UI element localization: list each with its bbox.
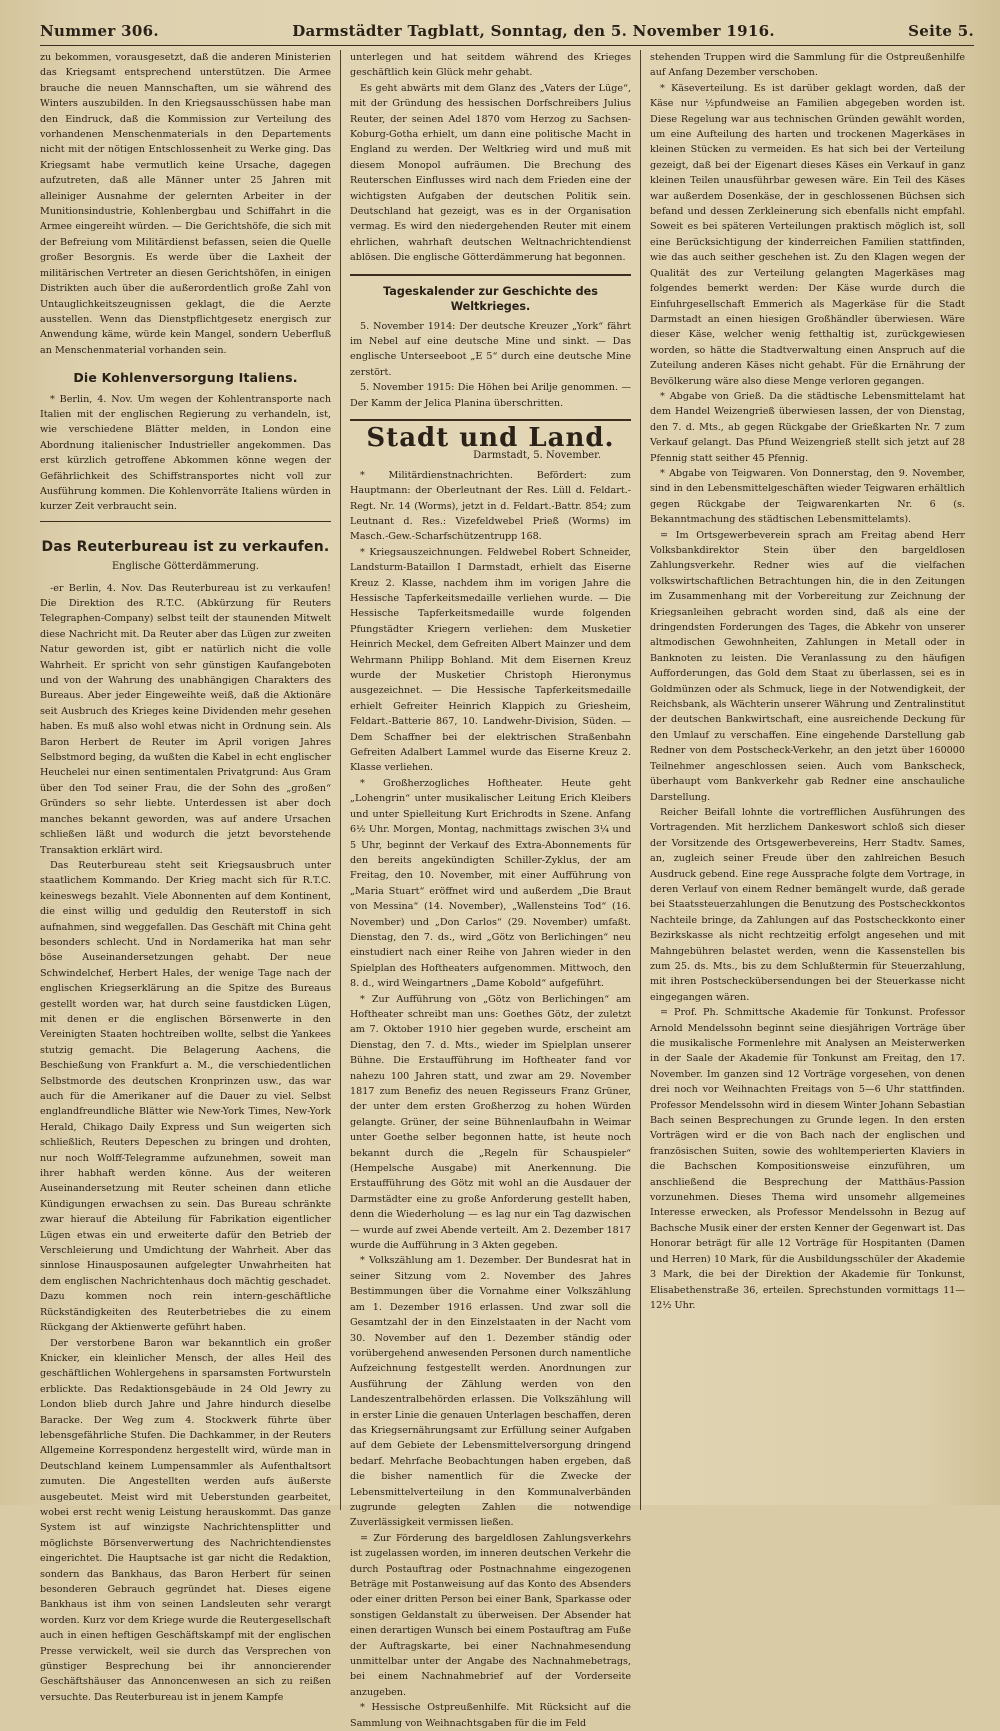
article-text: Reicher Beifall lohnte die vortrefflichen Ausführungen des Vortragenden. Mit herzlichem Dankeswort schloß sich dieser der Vorsitzende des Ortsgewerbevereins, Herr Stadtv. Sames, an, zugleich seiner Freude über den zahlreichen Besuch Ausdruck gebend. Eine rege Aussprache folgte dem Vortrage, in deren Verlauf von einem Redner bemängelt wurde, daß gerade bei Staatssteuerzahlungen die Benutzung des Postscheckkontos Nachteile bringe, da Zahlungen auf das Postscheckkonto einer Bezirkskasse als nicht rechtzeitig erfolgt angesehen und mit Mahngebühren belastet werden, wenn die Kassenstellen bis zum 25. ds. Mts., bis zu dem Schlußtermin für Steuerzahlung, mit ihren Postscheckübersendungen bei der Steuerkasse nicht eingegangen wären. [650, 806, 965, 1003]
columns [40, 50, 974, 1729]
calendar-headline: Tageskalender zur Geschichte des Weltkrieges. [383, 284, 598, 314]
divider [350, 274, 631, 276]
article-text: Der verstorbene Baron war bekanntlich ein großer Knicker, ein kleinlicher Mensch, der alles Heil des geschäftlichen Wohlergehens in sparsamsten Fortwursteln erblickte. Das Redaktionsgebäude in 24 Old Jewry zu London blieb durch Jahre und Jahre hindurch dieselbe Baracke. Der Weg zum 4. Stockwerk führte über lebensgefährliche Stufen. Die Dachkammer, in der Reuters Allgemeine Korrespondenz hergestellt wird, würde man in Deutschland keinem Lumpensammler als Aufenthaltsort zumuten. Die Angestellten werden aufs äußerste ausgebeutet. Meist wird mit Ueberstunden gearbeitet, wobei erst recht wenig Leistung herauskommt. Das ganze System ist auf winzigste Nachrichtensplitter und möglichste Börsenverwertung des Nachrichtendienstes eingerichtet. Die Hauptsache ist gar nicht die Redaktion, sondern das Bankhaus, das Baron Herbert für seinen besonderen Gebrauch gegründet hat. Dieses eigene Bankhaus ist ihm von seinen Landsleuten sehr verargt worden. Kurz vor dem Kriege wurde die Reutergesellschaft auch in einen heftigen Geschäftskampf mit der englischen Presse verwickelt, weil sie durch das Versprechen von günstiger Besprechung bei ihr annoncierender Geschäftshäuser das Annoncenwesen an sich zu reißen versuchte. Das Reuterbureau ist in jenem Kampfe [40, 1337, 331, 1703]
article-text: * Militärdienstnachrichten. Befördert: zum Hauptmann: der Oberleutnant der Res. Lüll d. Feldart.-Regt. Nr. 14 (Worms), jetzt in d. Feldart.-Battr. 854; zum Leutnant d. Res.: Vizefeldwebel Prieß (Worms) im Masch.-Gew.-Scharfschützentrupp 168. [350, 469, 631, 543]
issue-number: Nummer 306. [40, 22, 159, 40]
calendar-entry: 5. November 1915: Die Höhen bei Arilje genommen. — Der Kamm der Jelica Planina überschritten. [350, 382, 631, 409]
article-text: -er Berlin, 4. Nov. Das Reuterbureau ist zu verkaufen! Die Direktion des R.T.C. (Abkürzung für Reuters Telegraphen-Company) selbst teilt der staunenden Mitwelt diese Nachricht mit. Da Reuter aber das Lügen zur zweiten Natur geworden ist, gibt er natürlich nicht die volle Wahrheit. Er spricht von sehr günstigen Kaufangeboten und von der Wahrung des unabhängigen Charakters des Bureaus. Aber jeder Eingeweihte weiß, daß die Aktionäre seit Ausbruch des Krieges keine Dividenden mehr gesehen haben. Es muß also wohl etwas nicht in Ordnung sein. Als Baron Herbert de Reuter im April vorigen Jahres Selbstmord beging, da wußten die Kabel in echt englischer Heuchelei nur einen sentimentalen Privatgrund: Aus Gram über den Tod seiner Frau, die der Sohn des „großen“ Gründers so sehr liebte. Unterdessen ist aber doch manches bekannt geworden, was auf andere Ursachen schließen läßt und wodurch die jetzt bevorstehende Transaktion erklärt wird. [40, 582, 331, 856]
article-text: = Im Ortsgewerbeverein sprach am Freitag abend Herr Volksbankdirektor Stein über den bargeldlosen Zahlungsverkehr. Redner wies auf die vielfachen volkswirtschaftlichen Betrachtungen hin, die in den Zeitungen im Zusammenhang mit der Vorbereitung zur Zeichnung der Kriegsanleihen gebracht worden sind, daß als eine der dringendsten Forderungen des Tages, die Abkehr von unserer altmodischen Gewohnheiten, Zahlungen in Metall oder in Banknoten zu leisten. Die Veranlassung zu den häufigen Aufforderungen, das Gold dem Staat zu überlassen, sei es in Goldmünzen oder als Schmuck, liege in der Notwendigkeit, der Reichsbank, als Wächterin unserer Währung und Zentralinstitut der deutschen Bankwirtschaft, eine ausreichende Deckung für den Umlauf zu verschaffen. Eine eingehende Darstellung gab Redner von dem Postscheck-Verkehr, an den jetzt über 160000 Teilnehmer angeschlossen seien. Auch vom Bankscheck, überhaupt vom Bankverkehr gab Redner eine anschauliche Darstellung. [650, 529, 965, 803]
section-headline-stadt-und-land: Stadt und Land. [366, 422, 615, 453]
calendar-entry: 5. November 1914: Der deutsche Kreuzer „York“ fährt im Nebel auf eine deutsche Mine und sinkt. — Das englische Unterseeboot „E 5“ durch eine deutsche Mine zerstört. [350, 320, 631, 378]
divider [350, 419, 631, 421]
article-text: * Zur Aufführung von „Götz von Berlichingen“ am Hoftheater schreibt man uns: Goethes Götz, der zuletzt am 7. Oktober 1910 hier gegeben wurde, erscheint am Dienstag, den 7. d. Mts., wieder im Spielplan unserer Bühne. Die Erstaufführung im Hoftheater fand vor nahezu 100 Jahren statt, und zwar am 29. November 1817 zum Benefiz des neuen Regisseurs Franz Grüner, der unter dem ersten Großherzog zu hohen Würden gelangte. Grüner, der seine Bühnenlaufbahn in Weimar unter Goethe selber begonnen hatte, ist heute noch bekannt durch die „Regeln für Schauspieler“ (Hempelsche Ausgabe) mit Anerkennung. Die Erstaufführung des Götz mit wohl an die Ausdauer der Darmstädter eine zu große Anforderung gestellt haben, denn die Wiederholung — es lag nur ein Tag dazwischen — wurde auf zwei Abende verteilt. Am 2. Dezember 1817 wurde die Aufführung in 3 Akten gegeben. [350, 993, 631, 1252]
page-number: Seite 5. [908, 22, 974, 40]
article-text: * Großherzogliches Hoftheater. Heute geht „Lohengrin“ unter musikalischer Leitung Erich Kleibers und unter Spielleitung Kurt Erichrodts in Szene. Anfang 6½ Uhr. Morgen, Montag, nachmittags zwischen 3¼ und 5 Uhr, beginnt der Verkauf des Extra-Abonnements für den bereits angekündigten Schiller-Zyklus, der am Freitag, den 10. November, mit einer Aufführung von „Maria Stuart“ eröffnet wird und außerdem „Die Braut von Messina“ (14. November), „Wallensteins Tod“ (16. November) und „Don Carlos“ (29. November) umfaßt. Dienstag, den 7. ds., wird „Götz von Berlichingen“ neu einstudiert nach einer Reihe von Jahren wieder in den Spielplan des Hoftheaters aufgenommen. Mittwoch, den 8. d., wird Weingartners „Dame Kobold“ aufgeführt. [350, 777, 631, 990]
column-1 [40, 50, 340, 1703]
article-text: * Käseverteilung. Es ist darüber geklagt worden, daß der Käse nur ½pfundweise an Familien abgegeben worden ist. Diese Regelung war aus technischen Gründen gewählt worden, um eine Aufteilung des harten und trockenen Magerkäses in kleinen Stücken zu vermeiden. Es hat sich bei der Verteilung gezeigt, daß bei der Eigenart dieses Käses ein Verkauf in ganz kleinen Teilen unausführbar gewesen wäre. Ein Teil des Käses war außerdem Dosenkäse, der in geschlossenen Büchsen sich befand und dessen Zerkleinerung sich ebenfalls nicht empfahl. Soweit es bei späteren Verteilungen praktisch möglich ist, soll eine Berücksichtigung der kinderreichen Familien stattfinden, wie das auch seither geschehen ist. Zu den Klagen wegen der Qualität des zur Verteilung gelangten Magerkäses mag folgendes bemerkt werden: Der Käse wurde durch die Einfuhrgesellschaft Emmerich als Magerkäse für die Stadt Darmstadt an einen hiesigen Großhändler überwiesen. Wäre dieser Käse, welcher wenig fetthaltig ist, zurückgewiesen worden, so hätte die Stadtverwaltung einen Anspruch auf die Zuteilung anderen Käses nicht gehabt. Für die Ernährung der Bevölkerung wäre also diese Menge verloren gegangen. [650, 82, 965, 387]
article-text: zu bekommen, vorausgesetzt, daß die anderen Ministerien das Kriegsamt entsprechend unterstützen. Die Armee brauche die neuen Mannschaften, um sie während des Winters auszubilden. In den Kriegsausschüssen habe man den Eindruck, daß die Kommission zur Verteilung des vorhandenen Menschenmaterials in den Departements nicht mit der nötigen Entschlossenheit zu Werke ging. Das Kriegsamt habe vermutlich keine Ursache, dagegen aufzutreten, daß alle Männer unter 25 Jahren mit alleiniger Ausnahme der gelernten Arbeiter in der Munitionsindustrie, Kohlenbergbau und Schiffahrt in die Armee eingereiht würden. — Die Gerichtshöfe, die sich mit der Befreiung vom Militärdienst befassen, seien die Quelle großer Besorgnis. Es werde über die Laxheit der militärischen Vertreter an diesen Gerichtshöfen, in einigen Distrikten auch über die außerordentlich große Zahl von Untauglichkeitszeugnissen geklagt, die die Aerzte ausstellen. Wenn das Dienstpflichtgesetz energisch zur Anwendung käme, würde kein Mangel, sondern Ueberfluß an Menschenmaterial vorhanden sein. [40, 52, 331, 356]
article-text: Das Reuterbureau steht seit Kriegsausbruch unter staatlichem Kommando. Der Krieg macht sich für R.T.C. keineswegs bezahlt. Viele Abonnenten auf dem Kontinent, die einst willig und geduldig den Reuterstoff in sich aufnahmen, sind weggefallen. Das Geschäft mit China geht besonders schlecht. Und in Nordamerika hat man sehr böse Auseinandersetzungen gehabt. Der neue Schwindelchef, Herbert Hales, der wenige Tage nach der englischen Kriegserklärung an die Spitze des Bureaus gestellt worden war, hat durch seine faustdicken Lügen, mit denen er die englischen Börsenwerte in den Vereinigten Staaten hochtreiben wollte, selbst die Yankees stutzig gemacht. Die Belagerung Aachens, die Beschießung von Frankfurt a. M., die verschiedentlichen Selbstmorde des deutschen Kronprinzen usw., das war auch für die Amerikaner auf die Dauer zu viel. Selbst englandfreundliche Blätter wie New-York Times, New-York Herald, Chikago Daily Express und Sun weigerten sich schließlich, Reuters Depeschen zu bringen und drohten, nur noch Wolff-Telegramme aufzunehmen, soweit man ihrer habhaft werden könne. Aus der weiteren Auseinandersetzung mit Reuter scheinen dann etliche Kündigungen erwachsen zu sein. Das Bureau schränkte zwar hierauf die Abteilung für Fabrikation eigentlicher Lügen etwas ein und erweiterte dafür den Betrieb der Verschleierung und Umdichtung der Wahrheit. Aber das sinnlose Hinausposaunen aufgelegter Unwahrheiten hat dem englischen Nachrichtenhaus doch mächtig geschadet. Dazu kommen noch rein intern-geschäftliche Rückständigkeiten des Reuterbetriebes die zu einem Rückgang der Aktienwerte geführt haben. [40, 859, 331, 1334]
article-text: * Abgabe von Teigwaren. Von Donnerstag, den 9. November, sind in den Lebensmittelgeschäften wieder Teigwaren erhältlich gegen Rückgabe der Teigwarenkarten Nr. 6 (s. Bekanntmachung des städtischen Lebensmittelamts). [650, 467, 965, 526]
article-text: = Zur Förderung des bargeldlosen Zahlungsverkehrs ist zugelassen worden, im inneren deutschen Verkehr die durch Postauftrag oder Postnachnahme eingezogenen Beträge mit Postanweisung auf das Konto des Absenders oder einer dritten Person bei einer Bank, Sparkasse oder sonstigen Geldanstalt zu überweisen. Der Absender hat einen derartigen Wunsch bei einem Postauftrag am Fuße der Auftragskarte, bei einer Nachnahmesendung unmittelbar unter der Angabe des Nachnahmebetrags, bei einem Nachnahmebrief auf der Vorderseite anzugeben. [350, 1532, 631, 1698]
article-text: * Volkszählung am 1. Dezember. Der Bundesrat hat in seiner Sitzung vom 2. November des Jahres Bestimmungen über die Vornahme einer Volkszählung am 1. Dezember 1916 erlassen. Und zwar soll die Gesamtzahl der in den Einzelstaaten in der Nacht vom 30. November auf den 1. Dezember ständig oder vorübergehend anwesenden Personen durch namentliche Aufzeichnung festgestellt werden. Anordnungen zur Ausführung der Zählung werden von den Landeszentralbehörden erlassen. Die Volkszählung will in erster Linie die genauen Unterlagen beschaffen, deren das Kriegsernährungsamt zur Erfüllung seiner Aufgaben auf dem Gebiete der Lebensmittelversorgung dringend bedarf. Mehrfache Beobachtungen haben ergeben, daß die bisher namentlich für die Zwecke der Lebensmittelverteilung in den Kommunalverbänden zugrunde gelegten Zahlen die notwendige Zuverlässigkeit vermissen ließen. [350, 1255, 631, 1529]
article-text: stehenden Truppen wird die Sammlung für die Ostpreußenhilfe auf Anfang Dezember verschoben. [650, 52, 965, 79]
article-text: = Prof. Ph. Schmittsche Akademie für Tonkunst. Professor Arnold Mendelssohn beginnt seine diesjährigen Vorträge über die musikalische Formenlehre mit Analysen an Meisterwerken in der Saale der Akademie für Tonkunst am Freitag, den 17. November. Im ganzen sind 12 Vorträge vorgesehen, von denen drei noch vor Weihnachten Freitags von 5—6 Uhr stattfinden. Professor Mendelssohn wird in diesem Winter Johann Sebastian Bach seinen Besprechungen zu Grunde legen. In den ersten Vorträgen wird er die von Bach nach der englischen und französischen Suiten, sowie des wohltemperierten Klaviers in die Bachschen Kompositionsweise einzuführen, um anschließend die Besprechung der Matthäus-Passion vorzunehmen. Dieses Thema wird unsomehr allgemeines Interesse erwecken, als Professor Mendelssohn in Bezug auf Bachsche Musik einer der ersten Kenner der Gegenwart ist. Das Honorar beträgt für alle 12 Vorträge für Hospitanten (Damen und Herren) 10 Mark, für die Ausbildungsschüler der Akademie 3 Mark, die bei der Direktion der Akademie für Tonkunst, Elisabethenstraße 36, erteilen. Sprechstunden vormittags 11—12½ Uhr. [650, 1007, 965, 1311]
masthead [40, 22, 974, 46]
article-text: * Kriegsauszeichnungen. Feldwebel Robert Schneider, Landsturm-Bataillon I Darmstadt, erhielt das Eiserne Kreuz 2. Klasse, nachdem ihm im vorigen Jahre die Hessische Tapferkeitsmedaille verliehen wurde. — Die Hessische Tapferkeitsmedaille wurde folgenden Pfungstädter Kriegern verliehen: dem Musketier Heinrich Meckel, dem Gefreiten Albert Mainzer und dem Wehrmann Philipp Bohland. Mit dem Eisernen Kreuz wurde der Musketier Christoph Hieronymus ausgezeichnet. — Die Hessische Tapferkeitsmedaille erhielt Gefreiter Heinrich Klappich zu Griesheim, Feldart.-Batterie 867, 10. Landwehr-Division, Süden. — Dem Schaffner bei der elektrischen Straßenbahn Gefreiten Adalbert Lammel wurde das Eiserne Kreuz 2. Klasse verliehen. [350, 546, 631, 774]
subheadline: Englische Götterdämmerung. [112, 561, 259, 573]
paper-title-date: Darmstädter Tagblatt, Sonntag, den 5. November 1916. [292, 22, 775, 40]
article-text: Es geht abwärts mit dem Glanz des „Vaters der Lüge“, mit der Gründung des hessischen Dorfschreibers Julius Reuter, der seinen Adel 1870 vom Herzog zu Sachsen-Koburg-Gotha erhielt, um dann eine politische Macht in England zu werden. Der Weltkrieg wird und muß mit diesem Monopol aufräumen. Die Brechung des Reuterschen Einflusses wird nach dem Frieden eine der wichtigsten Aufgaben der deutschen Politik sein. Deutschland hat gezeigt, was es in der Organisation vermag. Es wird den niedergehenden Reuter mit einem ehrlichen, wahrhaft deutschen Weltnachrichtendienst ablösen. Die englische Götterdämmerung hat begonnen. [350, 82, 631, 264]
dateline: Darmstadt, 5. November. [473, 450, 601, 462]
article-text: * Berlin, 4. Nov. Um wegen der Kohlentransporte nach Italien mit der englischen Regierung zu verhandeln, ist, wie verschiedene Blätter melden, in London eine Abordnung italienischer Industrieller angekommen. Das erst kürzlich getroffene Abkommen könne wegen der Gefährlichkeit des Schiffstransportes nicht voll zur Ausführung kommen. Die Kohlenvorräte Italiens würden in kurzer Zeit verbraucht sein. [40, 393, 331, 513]
divider [40, 521, 331, 522]
headline-reuterbureau: Das Reuterbureau ist zu verkaufen. [41, 538, 330, 555]
headline-kohlenversorgung: Die Kohlenversorgung Italiens. [73, 370, 298, 386]
article-text: unterlegen und hat seitdem während des Krieges geschäftlich kein Glück mehr gehabt. [350, 52, 631, 79]
column-3 [640, 50, 974, 1510]
article-text: * Hessische Ostpreußenhilfe. Mit Rücksicht auf die Sammlung von Weihnachtsgaben für die im Feld [350, 1702, 631, 1729]
column-2 [340, 50, 640, 1729]
article-text: * Abgabe von Grieß. Da die städtische Lebensmittelamt hat dem Handel Weizengrieß überwiesen lassen, der von Dienstag, den 7. d. Mts., ab gegen Rückgabe der Grießkarten Nr. 7 zum Verkauf gelangt. Das Pfund Weizengrieß stellt sich jetzt auf 28 Pfennig statt seither 45 Pfennig. [650, 390, 965, 464]
